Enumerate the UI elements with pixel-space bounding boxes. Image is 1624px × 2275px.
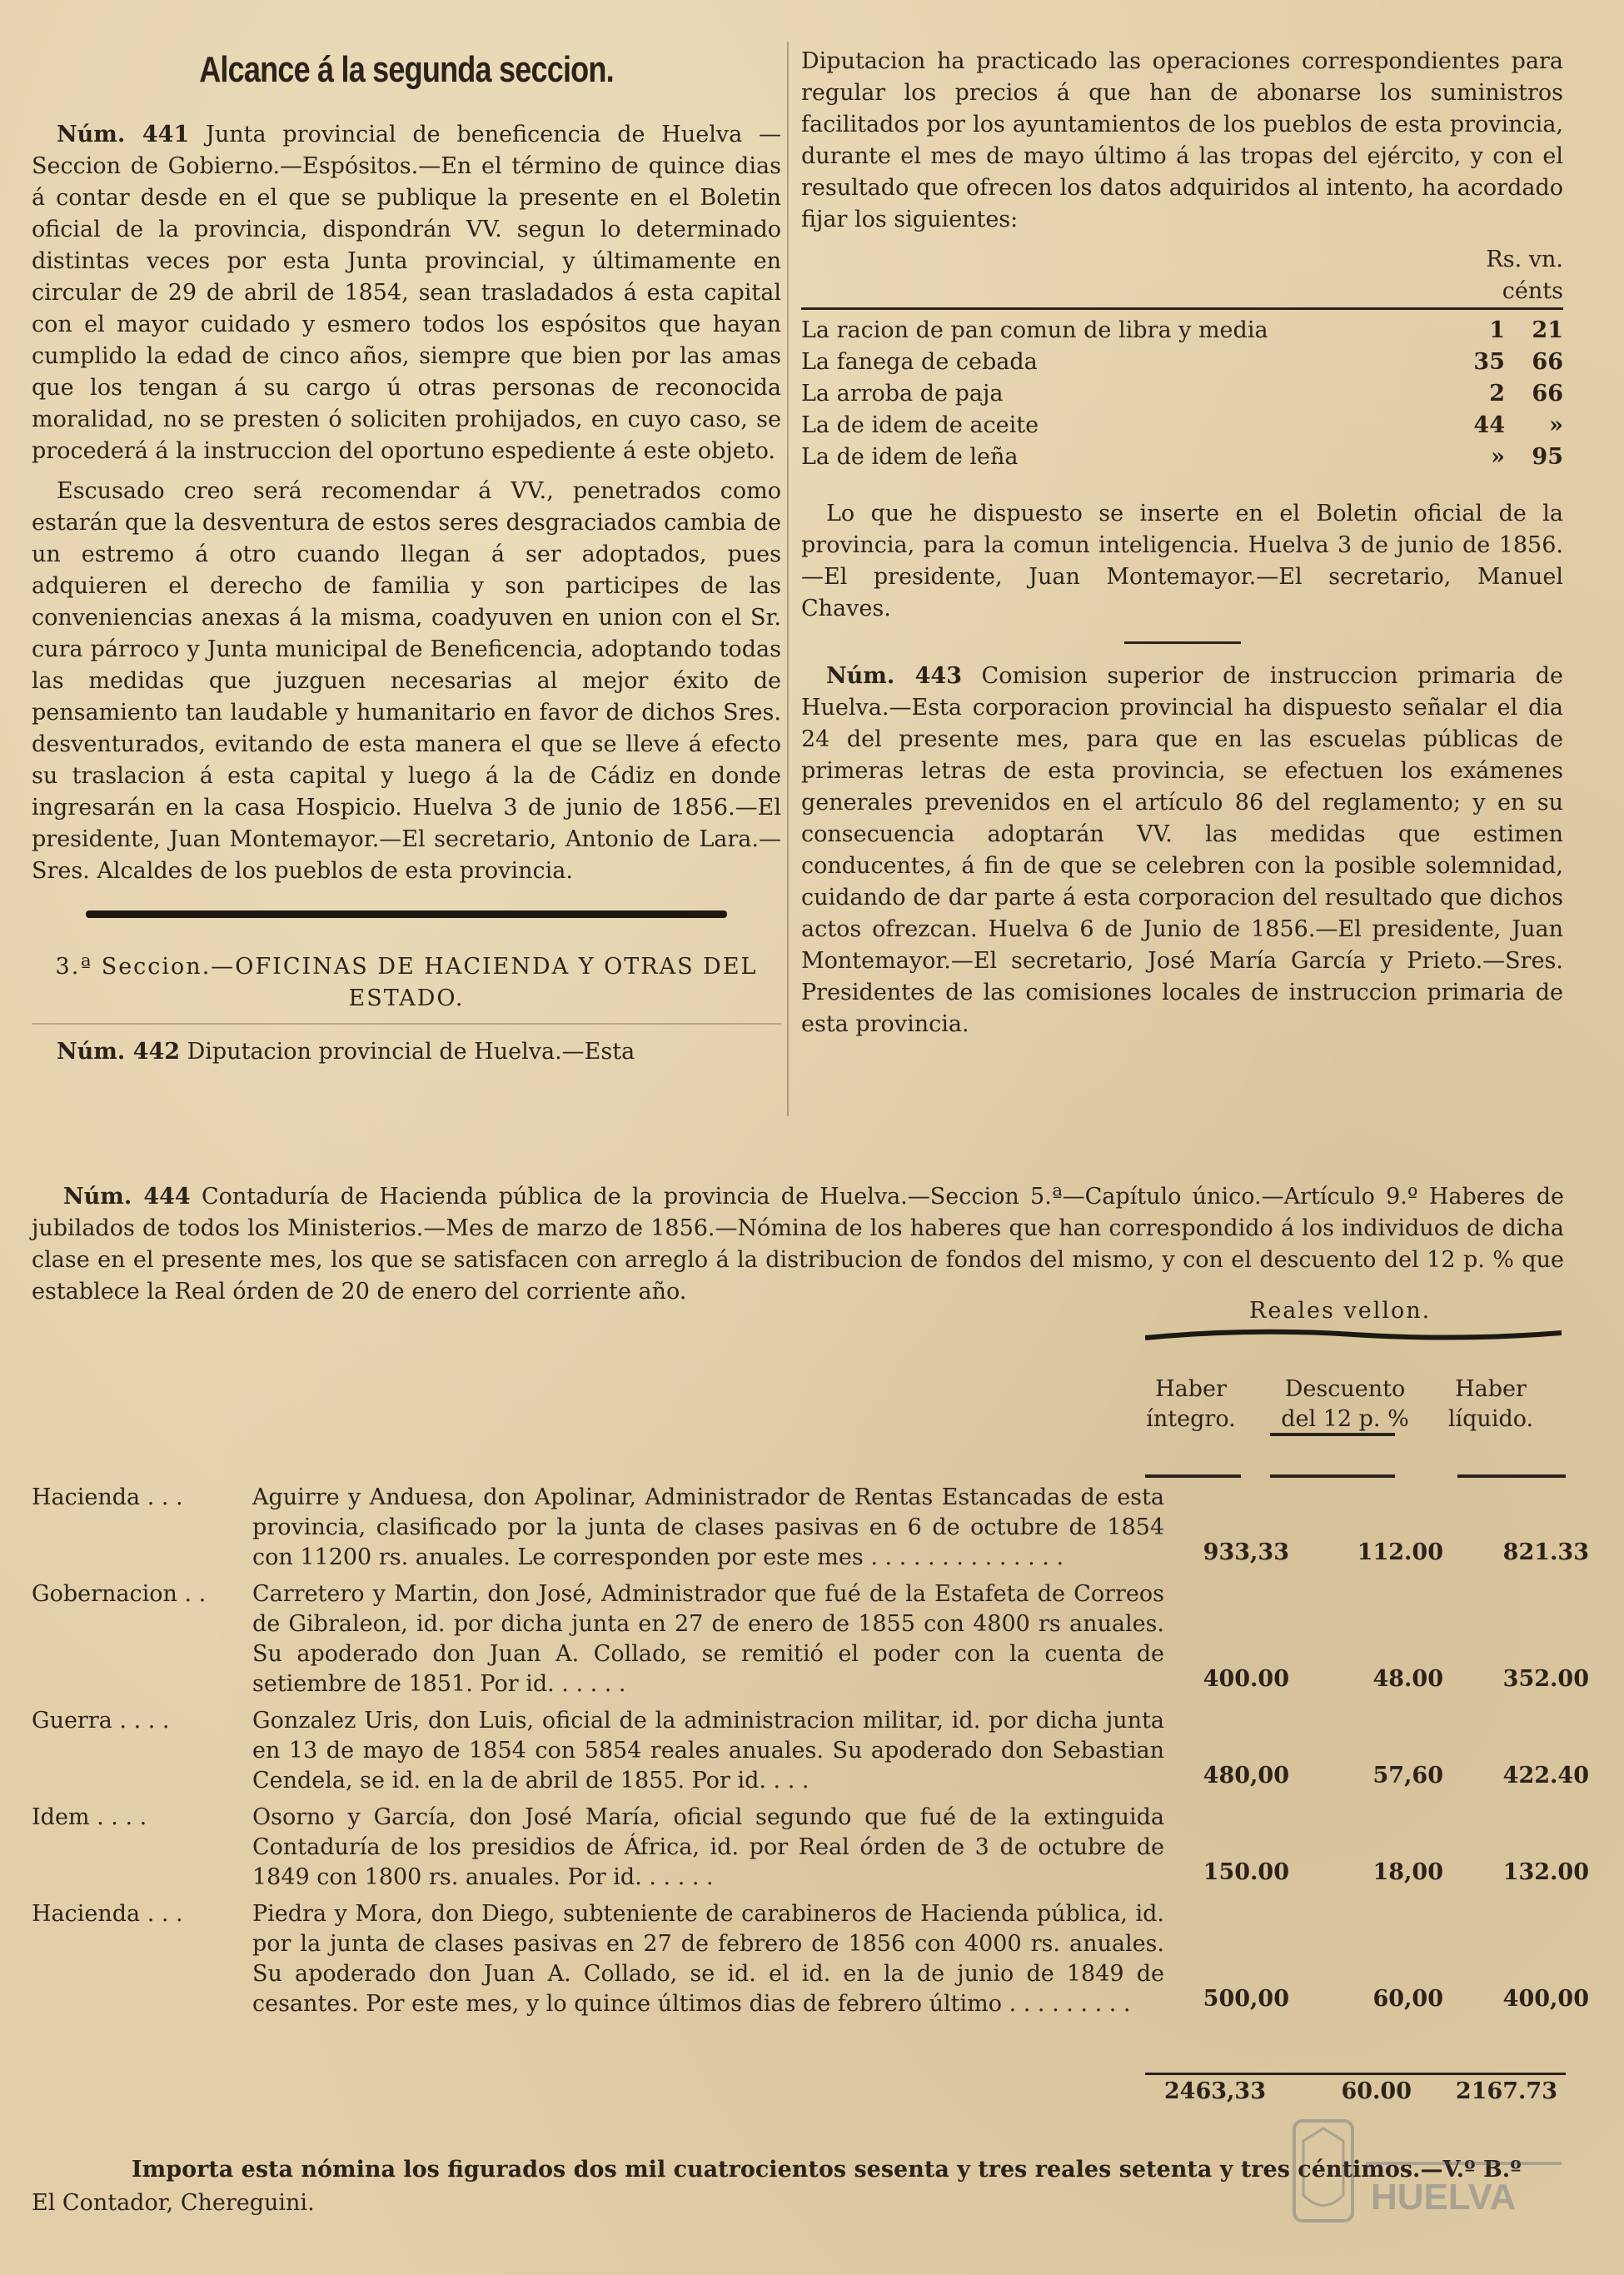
entry-haber-integro: 400.00	[1203, 1666, 1289, 1692]
entry-description: Aguirre y Anduesa, don Apolinar, Administrador de Rentas Estancadas de esta provincia, clasificado por la junta de clases pasivas en 6 de octubre de 1854 con 11200 rs. anuales. Le corresponden por este mes . . . . . . . . . . . . . .	[252, 1484, 1164, 1570]
right-column	[801, 46, 1563, 1049]
column-header-descuento: Descuento del 12 p. %	[1281, 1376, 1409, 1432]
entry-haber-liquido: 422.40	[1502, 1763, 1589, 1789]
entry-department: Gobernacion . .	[32, 1581, 207, 1607]
payroll-entry	[32, 1803, 1589, 1893]
section-3-heading: 3.ª Seccion.—OFICINAS DE HACIENDA Y OTRAS DEL ESTADO.	[55, 954, 758, 1011]
entry-department: Hacienda . . .	[32, 1901, 183, 1927]
payroll-entry	[32, 1483, 1589, 1573]
price-rs: »	[1491, 444, 1505, 470]
price-cts: »	[1549, 412, 1563, 438]
price-row	[801, 315, 1563, 347]
wavy-rule	[1145, 1326, 1562, 1343]
notice-number: Núm. 444	[63, 1184, 191, 1210]
column-header-integro: Haber íntegro.	[1146, 1376, 1236, 1432]
price-rs: 35	[1473, 349, 1505, 375]
price-item: La fanega de cebada	[801, 349, 1038, 375]
footer-total-text: Importa esta nómina los figurados dos mil cuatrocientos sesenta y tres reales setenta y tres céntimos.—V.º B.º	[132, 2157, 1522, 2183]
payroll-entry	[32, 1899, 1589, 2019]
notice-444	[32, 1181, 1564, 1308]
total-descuento: 60.00	[1341, 2078, 1412, 2104]
total-haber-integro: 2463,33	[1163, 2078, 1266, 2104]
entry-description: Piedra y Mora, don Diego, subteniente de carabineros de Hacienda pública, id. por la junta de clases pasivas en 27 de febrero de 1856 con 4000 rs. anuales. Su apoderado don Juan A. Collado, se id. el id. en la de junio de 1849 de cesantes. Por este mes, y lo quince últimos dias de febrero último . . . . . . . . .	[252, 1901, 1164, 2017]
price-rs: 2	[1489, 381, 1505, 407]
price-rs: 1	[1489, 317, 1505, 343]
price-item: La racion de pan comun de libra y media	[801, 317, 1268, 343]
notice-442	[32, 1036, 781, 1068]
notice-text: Diputacion provincial de Huelva.—Esta	[187, 1039, 635, 1065]
currency-label: Reales vellon.	[1249, 1298, 1432, 1324]
entry-description: Carretero y Martin, don José, Administrador que fué de la Estafeta de Correos de Gibraleon, id. por dicha junta en 27 de enero de 1855 con 4800 rs anuales. Su apoderado don Juan A. Collado, se remitió el poder con la cuenta de setiembre de 1851. Por id. . . . . .	[252, 1581, 1164, 1697]
header-rule	[1457, 1474, 1566, 1478]
entry-description: Osorno y García, don José María, oficial segundo que fué de la extinguida Contaduría de los presidios de África, id. por Real órden de 3 de octubre de 1849 con 1800 rs. anuales. Por id. . . . . .	[252, 1804, 1164, 1890]
price-row	[801, 410, 1563, 442]
left-column	[32, 46, 781, 1076]
entry-haber-integro: 500,00	[1203, 1986, 1289, 2012]
section-separator	[86, 910, 727, 918]
price-row	[801, 378, 1563, 410]
payroll-entry	[32, 1579, 1589, 1699]
header-rule	[1270, 1474, 1395, 1478]
entry-haber-liquido: 400,00	[1502, 1986, 1589, 2012]
price-row	[801, 442, 1563, 473]
notice-441-continued: Escusado creo será recomendar á VV., penetrados como estarán que la desventura de estos seres desgraciados cambia de un estremo á otro cuando llegan á ser adoptados, pues adquieren el derecho de familia y son participes de las conveniencias anexas á la misma, coadyuven en union con el Sr. cura párroco y Junta municipal de Beneficencia, adoptando todas las medidas que juzguen necesarias al mejor éxito de pensamiento tan laudable y humanitario en favor de dichos Sres. desventurados, evitando de esta manera el que se lleve á efecto su traslacion á esta capital y luego á la de Cádiz en donde ingresarán en la casa Hospicio. Huelva 3 de junio de 1856.—El presidente, Juan Montemayor.—El secretario, Antonio de Lara.—Sres. Alcaldes de los pueblos de esta provincia.	[32, 478, 781, 884]
entry-department: Hacienda . . .	[32, 1484, 183, 1510]
entry-haber-integro: 480,00	[1203, 1763, 1289, 1789]
notice-text: Comision superior de instruccion primaria de Huelva.—Esta corporacion provincial ha dispuesto señalar el dia 24 del presente mes, para que en las escuelas públicas de primeras letras de esta provincia, se efectuen los exámenes generales prevenidos en el artículo 86 del reglamento; y en su consecuencia adoptarán VV. las medidas que estimen conducentes, á fin de que se celebren con la posible solemnidad, cuidando de dar parte á esta corporacion del resultado que dichos actos ofrezcan. Huelva 6 de Junio de 1856.—El presidente, Juan Montemayor.—El secretario, José María García y Prieto.—Sres. Presidentes de las comisiones locales de instruccion primaria de esta provincia.	[801, 663, 1563, 1037]
price-header: Rs. vn. cénts	[1486, 247, 1563, 304]
notice-441	[32, 119, 781, 467]
price-table	[801, 244, 1563, 473]
header-rule	[1145, 1474, 1241, 1478]
price-cts: 21	[1532, 317, 1563, 343]
totals-rule	[1145, 2073, 1566, 2075]
payroll-list	[32, 1483, 1589, 2019]
entry-haber-liquido: 132.00	[1502, 1859, 1589, 1885]
city-seal-icon	[1291, 2116, 1566, 2228]
notice-number: Núm. 442	[57, 1039, 181, 1065]
section-title: Alcance á la segunda seccion.	[199, 49, 614, 90]
entry-descuento: 18,00	[1372, 1859, 1443, 1885]
footer-signature: El Contador, Chereguini.	[32, 2190, 315, 2216]
entry-haber-liquido: 821.33	[1502, 1539, 1589, 1565]
entry-description: Gonzalez Uris, don Luis, oficial de la administracion militar, id. por dicha junta en 13 de mayo de 1854 con 5854 reales anuales. Su apoderado don Sebastian Cendela, se id. en la de abril de 1855. Por id. . . .	[252, 1708, 1164, 1794]
price-item: La arroba de paja	[801, 381, 1004, 407]
notice-text: Contaduría de Hacienda pública de la provincia de Huelva.—Seccion 5.ª—Capítulo único.—Artículo 9.º Haberes de jubilados de todos los Ministerios.—Mes de marzo de 1856.—Nómina de los haberes que han correspondido á los individuos de dicha clase en el presente mes, los que se satisfacen con arreglo á la distribucion de fondos del mismo, y con el descuento del 12 p. % que establece la Real órden de 20 de enero del corriente año.	[32, 1184, 1564, 1305]
notice-text: Junta provincial de beneficencia de Huelva —Seccion de Gobierno.—Espósitos.—En el término de quince dias á contar desde en el que se publique la presente en el Boletin oficial de la provincia, dispondrán VV. segun lo determinado distintas veces por esta Junta provincial, y últimamente en circular de 29 de abril de 1854, sean trasladados á esta capital con el mayor cuidado y esmero todos los espósitos que hayan cumplido la edad de cinco años, siempre que bien por las amas que los tengan á su cargo ú otras personas de reconocida moralidad, no se presten ó soliciten prohijados, en cuyo caso, se procederá á la instruccion del oportuno espediente á este objeto.	[32, 122, 781, 464]
entry-haber-liquido: 352.00	[1502, 1666, 1589, 1692]
price-cts: 66	[1532, 381, 1563, 407]
price-row	[801, 347, 1563, 378]
notice-number: Núm. 443	[826, 663, 962, 689]
archive-watermark	[1291, 2116, 1566, 2228]
price-cts: 95	[1532, 444, 1563, 470]
entry-haber-integro: 933,33	[1203, 1539, 1289, 1565]
column-header-liquido: Haber líquido.	[1447, 1376, 1534, 1432]
entry-descuento: 57,60	[1372, 1763, 1443, 1789]
header-rule	[1270, 1433, 1395, 1436]
notice-443	[801, 661, 1563, 1040]
price-rs: 44	[1473, 412, 1505, 438]
notice-number: Núm. 441	[57, 122, 190, 147]
entry-descuento: 112.00	[1357, 1539, 1443, 1565]
entry-department: Guerra . . . .	[32, 1708, 170, 1734]
price-item: La de idem de aceite	[801, 412, 1039, 438]
entry-haber-integro: 150.00	[1203, 1859, 1289, 1885]
payroll-entry	[32, 1706, 1589, 1796]
price-cts: 66	[1532, 349, 1563, 375]
price-item: La de idem de leña	[801, 444, 1019, 470]
thin-rule	[32, 1023, 781, 1025]
notice-442-end: Lo que he dispuesto se inserte en el Boletin oficial de la provincia, para la comun inteligencia. Huelva 3 de junio de 1856.—El presidente, Juan Montemayor.—El secretario, Manuel Chaves.	[801, 501, 1563, 621]
short-separator	[1124, 641, 1241, 644]
notice-442-continued: Diputacion ha practicado las operaciones correspondientes para regular los precios á que han de abonarse los suministros facilitados por los ayuntamientos de los pueblos de esta provincia, durante el mes de mayo último á las tropas del ejército, y con el resultado que ofrecen los datos adquiridos al intento, ha acordado fijar los siguientes:	[801, 48, 1563, 232]
entry-descuento: 60,00	[1372, 1986, 1443, 2012]
column-divider	[787, 42, 789, 1116]
total-haber-liquido: 2167.73	[1455, 2078, 1557, 2104]
seal-label: HUELVA	[1371, 2177, 1517, 2218]
entry-descuento: 48.00	[1372, 1666, 1443, 1692]
entry-department: Idem . . . .	[32, 1804, 147, 1830]
